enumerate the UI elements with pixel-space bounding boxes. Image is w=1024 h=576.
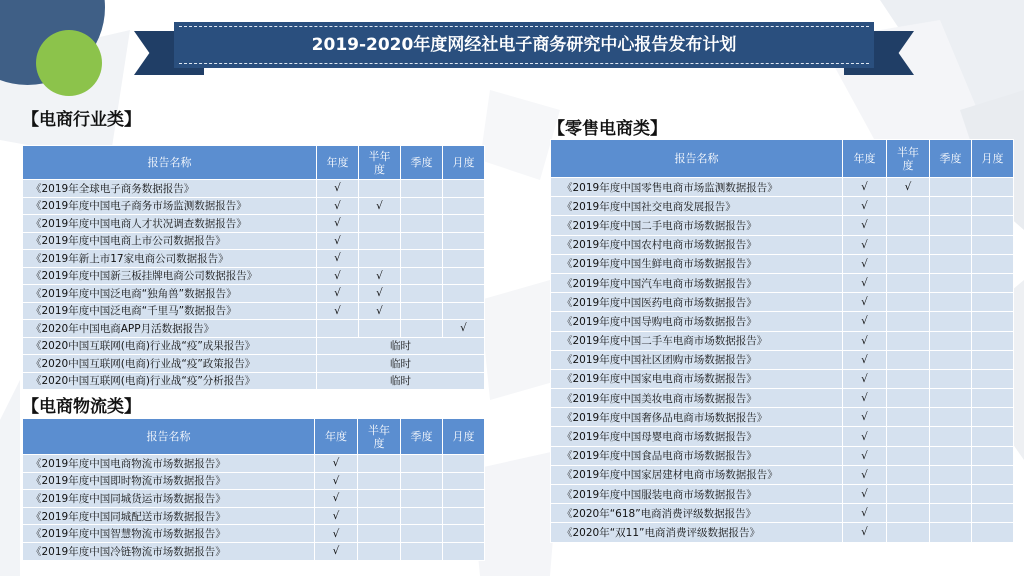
table-row [23, 372, 485, 390]
col-header-annual: 年度 [317, 146, 359, 180]
section-title-logistics: 【电商物流类】 [22, 397, 141, 417]
month-cell [443, 180, 485, 198]
section-title-retail: 【零售电商类】 [548, 119, 667, 139]
quarter-cell [930, 427, 972, 446]
quarter-cell [930, 369, 972, 388]
col-header-month: 月度 [443, 146, 485, 180]
table-row [551, 389, 1014, 408]
table-row [23, 490, 485, 508]
annual-cell: √ [317, 215, 359, 233]
report-name-cell: 《2019年度中国即时物流市场数据报告》 [23, 472, 315, 490]
report-name-cell: 《2019年度中国电商人才状况调查数据报告》 [23, 215, 317, 233]
annual-cell: √ [315, 472, 358, 490]
report-name-cell: 《2019年度中国家电电商市场数据报告》 [551, 369, 843, 388]
report-name-cell: 《2019年度中国电商物流市场数据报告》 [23, 455, 315, 473]
month-cell [972, 254, 1014, 273]
report-name-cell: 《2020年“双11”电商消费评级数据报告》 [551, 523, 843, 542]
report-name-cell: 《2019年度中国奢侈品电商市场数据报告》 [551, 408, 843, 427]
report-name-cell: 《2019年度中国医药电商市场数据报告》 [551, 293, 843, 312]
half-year-cell [887, 312, 930, 331]
month-cell [443, 302, 485, 320]
annual-cell: √ [843, 427, 887, 446]
table-row [23, 267, 485, 285]
half-year-cell [358, 525, 401, 543]
annual-cell: √ [317, 267, 359, 285]
annual-cell: √ [315, 542, 358, 560]
annual-cell: √ [843, 273, 887, 292]
quarter-cell [401, 472, 443, 490]
logistics-table [22, 418, 485, 561]
col-header-half [887, 140, 930, 178]
month-cell [972, 312, 1014, 331]
annual-cell: √ [315, 455, 358, 473]
report-name-cell: 《2019年度中国智慧物流市场数据报告》 [23, 525, 315, 543]
annual-cell: √ [843, 350, 887, 369]
report-name-cell: 《2019年度中国母婴电商市场数据报告》 [551, 427, 843, 446]
month-cell [972, 389, 1014, 408]
quarter-cell [401, 232, 443, 250]
half-year-cell [887, 408, 930, 427]
report-name-cell: 《2019年度中国农村电商市场数据报告》 [551, 235, 843, 254]
col-header-annual: 年度 [315, 419, 358, 455]
half-year-cell: √ [359, 302, 401, 320]
quarter-cell [930, 197, 972, 216]
col-header-annual: 年度 [843, 140, 887, 178]
month-cell [972, 293, 1014, 312]
half-year-cell [887, 235, 930, 254]
decorative-circle-green [36, 30, 102, 96]
annual-cell: √ [843, 235, 887, 254]
table-row [551, 254, 1014, 273]
report-name-cell: 《2019年度中国冷链物流市场数据报告》 [23, 542, 315, 560]
report-name-cell: 《2019年度中国同城货运市场数据报告》 [23, 490, 315, 508]
half-year-cell [887, 504, 930, 523]
annual-cell: √ [315, 507, 358, 525]
month-cell [443, 542, 485, 560]
half-year-cell [358, 542, 401, 560]
report-name-cell: 《2019年度中国电子商务市场监测数据报告》 [23, 197, 317, 215]
annual-cell: √ [843, 523, 887, 542]
col-header-half-label: 半年度 [368, 423, 390, 450]
col-header-half [359, 146, 401, 180]
quarter-cell [401, 250, 443, 268]
quarter-cell [930, 254, 972, 273]
quarter-cell [401, 267, 443, 285]
table-row [23, 232, 485, 250]
quarter-cell [401, 507, 443, 525]
table-row [551, 350, 1014, 369]
annual-cell: √ [843, 293, 887, 312]
half-year-cell [887, 389, 930, 408]
month-cell [972, 216, 1014, 235]
report-name-cell: 《2019年度中国二手车电商市场数据报告》 [551, 331, 843, 350]
half-year-cell: √ [359, 267, 401, 285]
table-row [23, 355, 485, 373]
report-name-cell: 《2019年全球电子商务数据报告》 [23, 180, 317, 198]
col-header-half-label: 半年度 [368, 149, 391, 176]
month-cell [972, 427, 1014, 446]
quarter-cell [930, 446, 972, 465]
report-name-cell: 《2019年度中国导购电商市场数据报告》 [551, 312, 843, 331]
half-year-cell [359, 232, 401, 250]
quarter-cell [401, 180, 443, 198]
annual-cell: √ [843, 504, 887, 523]
table-row [551, 465, 1014, 484]
report-name-cell: 《2019年度中国新三板挂牌电商公司数据报告》 [23, 267, 317, 285]
table-row [23, 542, 485, 560]
annual-cell: √ [317, 232, 359, 250]
annual-cell: √ [843, 254, 887, 273]
table-row [23, 250, 485, 268]
col-header-month: 月度 [443, 419, 485, 455]
col-header-name: 报告名称 [23, 419, 315, 455]
col-header-name: 报告名称 [551, 140, 843, 178]
quarter-cell [930, 350, 972, 369]
col-header-month: 月度 [972, 140, 1014, 178]
half-year-cell [358, 507, 401, 525]
quarter-cell [401, 285, 443, 303]
retail-table [550, 139, 1014, 543]
quarter-cell [930, 504, 972, 523]
report-name-cell: 《2019年度中国社区团购市场数据报告》 [551, 350, 843, 369]
half-year-cell [887, 485, 930, 504]
table-row [551, 504, 1014, 523]
annual-cell: √ [317, 250, 359, 268]
month-cell: √ [443, 320, 485, 338]
month-cell [972, 523, 1014, 542]
half-year-cell [887, 273, 930, 292]
half-year-cell [358, 472, 401, 490]
table-row [23, 525, 485, 543]
table-row [551, 216, 1014, 235]
table-row [551, 408, 1014, 427]
table-row [23, 455, 485, 473]
col-header-quarter: 季度 [401, 146, 443, 180]
quarter-cell [930, 389, 972, 408]
table-row [551, 331, 1014, 350]
half-year-cell [887, 427, 930, 446]
quarter-cell [401, 320, 443, 338]
table-row [23, 320, 485, 338]
table-row [551, 273, 1014, 292]
table-row [551, 178, 1014, 197]
month-cell [972, 465, 1014, 484]
quarter-cell [401, 215, 443, 233]
quarter-cell [401, 302, 443, 320]
report-name-cell: 《2020年中国电商APP月活数据报告》 [23, 320, 317, 338]
quarter-cell [930, 465, 972, 484]
annual-cell: √ [843, 485, 887, 504]
table-row [23, 197, 485, 215]
table-row [551, 523, 1014, 542]
half-year-cell [887, 197, 930, 216]
quarter-cell [930, 523, 972, 542]
quarter-cell [930, 178, 972, 197]
annual-cell: √ [315, 490, 358, 508]
half-year-cell [359, 180, 401, 198]
temporary-note-cell: 临时 [317, 337, 485, 355]
report-name-cell: 《2019年度中国零售电商市场监测数据报告》 [551, 178, 843, 197]
col-header-half-label: 半年度 [897, 145, 919, 172]
table-row [551, 446, 1014, 465]
report-name-cell: 《2019年度中国泛电商“独角兽”数据报告》 [23, 285, 317, 303]
annual-cell: √ [843, 178, 887, 197]
report-name-cell: 《2019年度中国电商上市公司数据报告》 [23, 232, 317, 250]
half-year-cell [887, 465, 930, 484]
report-name-cell: 《2019年度中国同城配送市场数据报告》 [23, 507, 315, 525]
quarter-cell [401, 525, 443, 543]
report-name-cell: 《2020中国互联网(电商)行业战“疫”政策报告》 [23, 355, 317, 373]
annual-cell: √ [317, 197, 359, 215]
month-cell [972, 485, 1014, 504]
month-cell [972, 197, 1014, 216]
half-year-cell: √ [887, 178, 930, 197]
report-name-cell: 《2019年度中国家居建材电商市场数据报告》 [551, 465, 843, 484]
annual-cell: √ [843, 216, 887, 235]
report-name-cell: 《2020中国互联网(电商)行业战“疫”分析报告》 [23, 372, 317, 390]
report-name-cell: 《2019年度中国美妆电商市场数据报告》 [551, 389, 843, 408]
month-cell [443, 507, 485, 525]
quarter-cell [930, 216, 972, 235]
month-cell [443, 232, 485, 250]
table-row [551, 197, 1014, 216]
annual-cell: √ [843, 389, 887, 408]
quarter-cell [401, 490, 443, 508]
half-year-cell [887, 331, 930, 350]
half-year-cell [359, 250, 401, 268]
report-name-cell: 《2019年度中国食品电商市场数据报告》 [551, 446, 843, 465]
annual-cell: √ [315, 525, 358, 543]
half-year-cell [887, 216, 930, 235]
col-header-name: 报告名称 [23, 146, 317, 180]
half-year-cell: √ [359, 285, 401, 303]
report-name-cell: 《2020中国互联网(电商)行业战“疫”成果报告》 [23, 337, 317, 355]
annual-cell: √ [843, 446, 887, 465]
col-header-quarter: 季度 [930, 140, 972, 178]
month-cell [972, 408, 1014, 427]
half-year-cell [359, 320, 401, 338]
annual-cell [317, 320, 359, 338]
table-row [23, 180, 485, 198]
table-row [23, 215, 485, 233]
month-cell [443, 455, 485, 473]
annual-cell: √ [317, 285, 359, 303]
table-row [23, 472, 485, 490]
quarter-cell [930, 312, 972, 331]
annual-cell: √ [317, 302, 359, 320]
half-year-cell [887, 254, 930, 273]
quarter-cell [401, 542, 443, 560]
month-cell [972, 331, 1014, 350]
industry-table [22, 145, 485, 390]
annual-cell: √ [843, 465, 887, 484]
month-cell [443, 267, 485, 285]
quarter-cell [930, 408, 972, 427]
month-cell [443, 490, 485, 508]
month-cell [443, 525, 485, 543]
table-row [23, 302, 485, 320]
month-cell [972, 504, 1014, 523]
annual-cell: √ [843, 408, 887, 427]
month-cell [972, 273, 1014, 292]
table-row [551, 312, 1014, 331]
half-year-cell: √ [359, 197, 401, 215]
report-name-cell: 《2019年度中国生鲜电商市场数据报告》 [551, 254, 843, 273]
month-cell [972, 350, 1014, 369]
half-year-cell [887, 446, 930, 465]
month-cell [972, 178, 1014, 197]
report-name-cell: 《2019年度中国泛电商“千里马”数据报告》 [23, 302, 317, 320]
half-year-cell [887, 293, 930, 312]
table-row [551, 235, 1014, 254]
month-cell [443, 197, 485, 215]
temporary-note-cell: 临时 [317, 355, 485, 373]
half-year-cell [358, 490, 401, 508]
month-cell [443, 285, 485, 303]
table-row [551, 485, 1014, 504]
half-year-cell [887, 523, 930, 542]
report-name-cell: 《2020年“618”电商消费评级数据报告》 [551, 504, 843, 523]
table-row [23, 507, 485, 525]
annual-cell: √ [843, 331, 887, 350]
half-year-cell [359, 215, 401, 233]
month-cell [443, 250, 485, 268]
quarter-cell [930, 331, 972, 350]
table-row [551, 427, 1014, 446]
month-cell [972, 446, 1014, 465]
quarter-cell [401, 455, 443, 473]
col-header-half [358, 419, 401, 455]
half-year-cell [887, 350, 930, 369]
report-name-cell: 《2019年度中国服装电商市场数据报告》 [551, 485, 843, 504]
half-year-cell [887, 369, 930, 388]
annual-cell: √ [317, 180, 359, 198]
temporary-note-cell: 临时 [317, 372, 485, 390]
report-name-cell: 《2019年度中国汽车电商市场数据报告》 [551, 273, 843, 292]
table-row [23, 285, 485, 303]
half-year-cell [358, 455, 401, 473]
report-name-cell: 《2019年度中国社交电商发展报告》 [551, 197, 843, 216]
section-title-industry: 【电商行业类】 [22, 110, 141, 130]
annual-cell: √ [843, 312, 887, 331]
annual-cell: √ [843, 197, 887, 216]
report-name-cell: 《2019年度中国二手电商市场数据报告》 [551, 216, 843, 235]
month-cell [972, 235, 1014, 254]
col-header-quarter: 季度 [401, 419, 443, 455]
page-title: 2019-2020年度网经社电子商务研究中心报告发布计划 [311, 35, 737, 55]
quarter-cell [401, 197, 443, 215]
quarter-cell [930, 485, 972, 504]
title-ribbon [134, 18, 914, 72]
month-cell [443, 472, 485, 490]
table-row [551, 369, 1014, 388]
annual-cell: √ [843, 369, 887, 388]
month-cell [443, 215, 485, 233]
month-cell [972, 369, 1014, 388]
quarter-cell [930, 293, 972, 312]
quarter-cell [930, 235, 972, 254]
report-name-cell: 《2019年新上市17家电商公司数据报告》 [23, 250, 317, 268]
table-row [551, 293, 1014, 312]
quarter-cell [930, 273, 972, 292]
table-row [23, 337, 485, 355]
